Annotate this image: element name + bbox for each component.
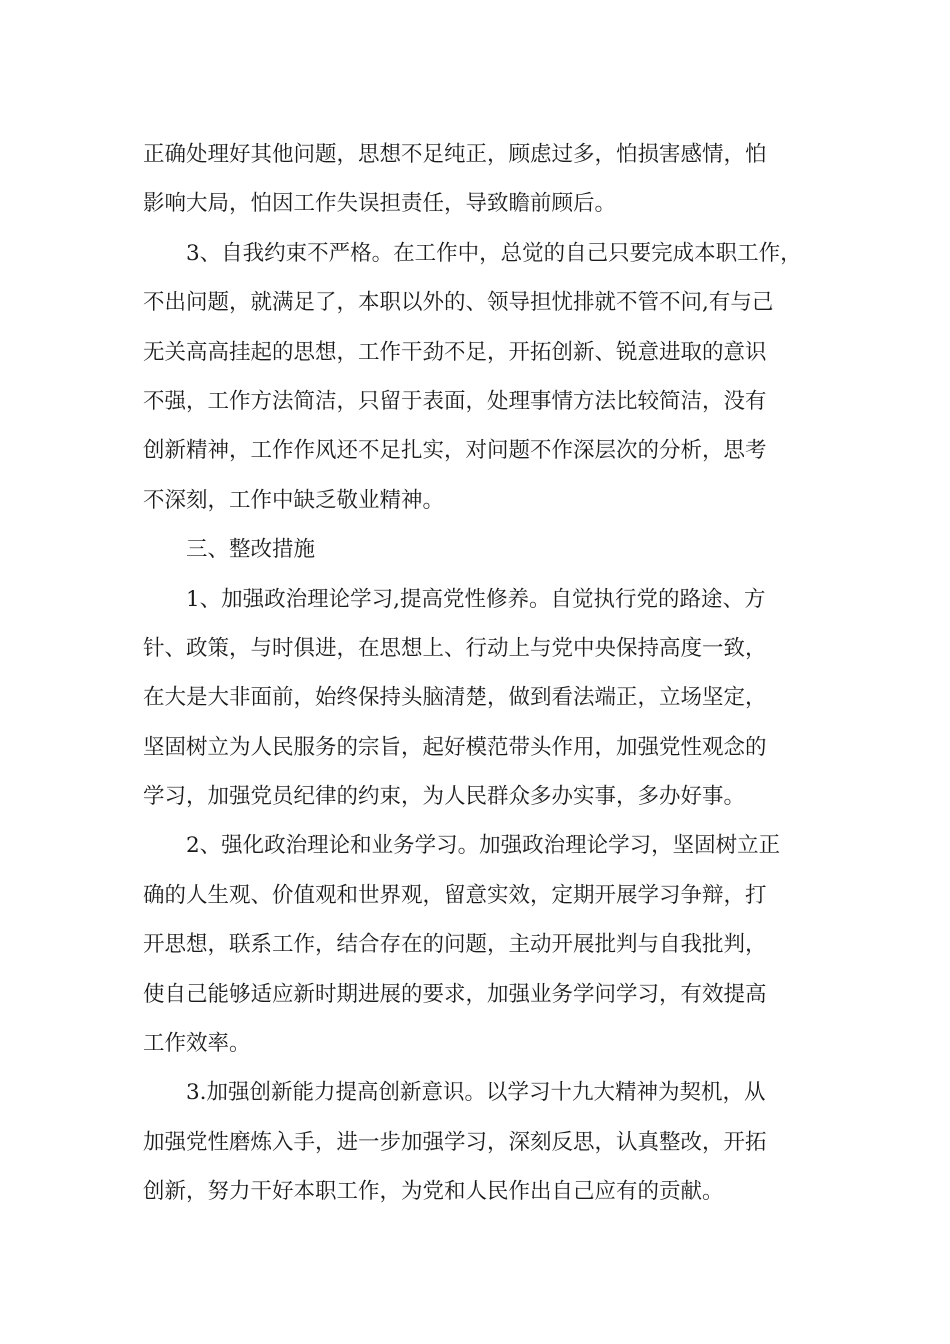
text-line: 学习，加强党员纪律的约束，为人民群众多办实事，多办好事。 [143,784,746,810]
text-line: 在大是大非面前，始终保持头脑清楚，做到看法端正，立场坚定， [143,685,767,711]
paragraph-2 [143,229,833,525]
text-line: 加强党性磨炼入手，进一步加强学习，深刻反思，认真整改，开拓 [143,1129,767,1155]
text-line: 创新，努力干好本职工作，为党和人民作出自己应有的贡献。 [143,1179,724,1205]
document-body [143,130,833,1217]
paragraph-5 [143,821,833,1068]
text-line: 无关高高挂起的思想，工作干劲不足，开拓创新、锐意进取的意识 [143,339,767,365]
text-line: 坚固树立为人民服务的宗旨，起好模范带头作用，加强党性观念的 [143,734,767,760]
text-line: 使自己能够适应新时期进展的要求，加强业务学问学习，有效提高 [143,981,767,1007]
text-line: 确的人生观、价值观和世界观，留意实效，定期开展学习争辩，打 [143,882,767,908]
section-heading [143,525,833,574]
text-line: 3、自我约束不严格。在工作中，总觉的自己只要完成本职工作， [186,240,802,266]
text-line: 三、整改措施 [186,537,316,563]
paragraph-1 [143,130,833,229]
text-line: 针、政策，与时俱进，在思想上、行动上与党中央保持高度一致， [143,635,767,661]
text-line: 不出问题，就满足了，本职以外的、领导担忧排就不管不问,有与己 [143,290,774,316]
text-line: 1、加强政治理论学习,提高党性修养。自觉执行党的路途、方 [186,586,766,612]
text-line: 工作效率。 [143,1031,251,1057]
text-line: 正确处理好其他问题，思想不足纯正，顾虑过多，怕损害感情，怕 [143,142,767,167]
text-line: 影响大局，怕因工作失误担责任，导致瞻前顾后。 [143,191,617,217]
text-line: 2、强化政治理论和业务学习。加强政治理论学习，坚固树立正 [186,833,781,859]
text-line: 创新精神，工作作风还不足扎实，对问题不作深层次的分析，思考 [143,438,767,464]
paragraph-4 [143,575,833,822]
text-line: 不深刻，工作中缺乏敬业精神。 [143,487,445,513]
text-line: 开思想，联系工作，结合存在的问题，主动开展批判与自我批判， [143,932,767,958]
paragraph-6 [143,1068,833,1216]
text-line: 3.加强创新能力提高创新意识。以学习十九大精神为契机，从 [186,1080,766,1106]
text-line: 不强，工作方法简洁，只留于表面，处理事情方法比较简洁，没有 [143,388,767,414]
